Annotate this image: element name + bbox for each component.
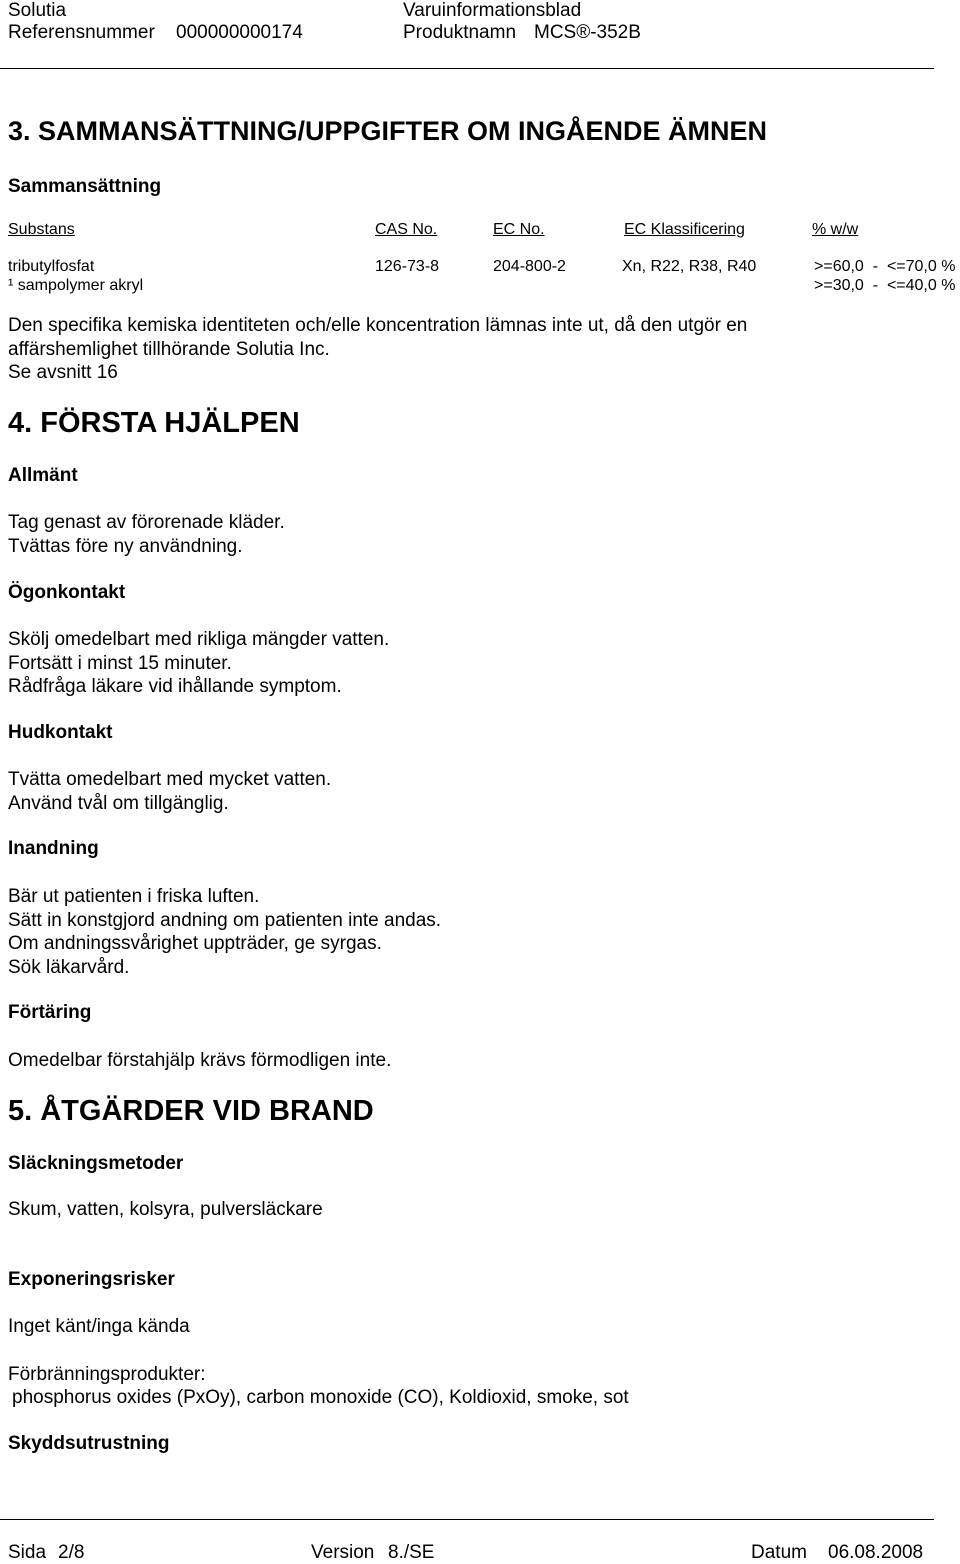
version-label: Version <box>311 1542 375 1563</box>
skin-contact-text <box>8 768 331 815</box>
protective-equipment-heading: Skyddsutrustning <box>8 1433 170 1454</box>
general-text <box>8 511 285 558</box>
extinguishing-text: Skum, vatten, kolsyra, pulversläckare <box>8 1199 323 1220</box>
table-cell-substance: tributylfosfat <box>8 258 95 275</box>
text-line: Tag genast av förorenade kläder. <box>8 512 285 533</box>
company-name: Solutia <box>8 0 67 21</box>
text-line: Fortsätt i minst 15 minuter. <box>8 652 232 674</box>
text-line: Omedelbar förstahjälp krävs förmodligen inte. <box>8 1050 392 1071</box>
ingestion-text <box>8 1049 391 1073</box>
table-header-ec: EC No. <box>493 221 545 238</box>
inhalation-heading: Inandning <box>8 838 99 859</box>
confidentiality-note <box>8 314 747 385</box>
version-number: 8./SE <box>388 1542 435 1563</box>
combustion-label: Förbränningsprodukter: <box>8 1364 206 1385</box>
eye-contact-text <box>8 628 389 699</box>
inhalation-text <box>8 885 441 979</box>
product-name: MCS®-352B <box>534 22 641 43</box>
text-line: Tvättas före ny användning. <box>8 535 243 557</box>
text-line: Skölj omedelbart med rikliga mängder vatten. <box>8 629 390 650</box>
table-cell-percent: >=60,0 - <=70,0 % <box>814 258 956 275</box>
note-line: affärshemlighet tillhörande Solutia Inc. <box>8 338 330 360</box>
date-value: 06.08.2008 <box>828 1542 924 1563</box>
footer-divider <box>0 1519 934 1520</box>
combustion-products: phosphorus oxides (PxOy), carbon monoxide (CO), Koldioxid, smoke, sot <box>12 1387 629 1408</box>
table-cell-cas: 126-73-8 <box>375 258 440 275</box>
text-line: Sök läkarvård. <box>8 956 130 978</box>
reference-number: 000000000174 <box>176 22 303 43</box>
ingestion-heading: Förtäring <box>8 1002 92 1023</box>
eye-contact-heading: Ögonkontakt <box>8 582 126 603</box>
page-number: 2/8 <box>58 1542 85 1563</box>
note-line: Den specifika kemiska identiteten och/elle koncentration lämnas inte ut, då den utgör en <box>8 315 748 336</box>
table-cell-classification: Xn, R22, R38, R40 <box>622 258 757 275</box>
text-line: Tvätta omedelbart med mycket vatten. <box>8 769 332 790</box>
table-header-classification: EC Klassificering <box>624 221 745 238</box>
page-label: Sida <box>8 1542 47 1563</box>
table-header-cas: CAS No. <box>375 221 438 238</box>
exposure-text: Inget känt/inga kända <box>8 1316 190 1337</box>
product-label: Produktnamn <box>403 22 517 43</box>
section-4-title: 4. FÖRSTA HJÄLPEN <box>8 407 300 439</box>
table-cell-substance: ¹ sampolymer akryl <box>8 277 144 294</box>
reference-label: Referensnummer <box>8 22 155 43</box>
general-heading: Allmänt <box>8 465 78 486</box>
extinguishing-heading: Släckningsmetoder <box>8 1153 184 1174</box>
text-line: Om andningssvårighet uppträder, ge syrgas. <box>8 933 382 954</box>
table-header-percent: % w/w <box>812 221 859 238</box>
table-header-substance: Substans <box>8 221 75 238</box>
note-line: Se avsnitt 16 <box>8 362 118 383</box>
exposure-heading: Exponeringsrisker <box>8 1269 175 1290</box>
date-label: Datum <box>751 1542 807 1563</box>
section-3-title: 3. SAMMANSÄTTNING/UPPGIFTER OM INGÅENDE ÄMNEN <box>8 116 768 146</box>
section-5-title: 5. ÅTGÄRDER VID BRAND <box>8 1095 374 1127</box>
table-cell-ec: 204-800-2 <box>493 258 566 275</box>
text-line: Sätt in konstgjord andning om patienten inte andas. <box>8 909 442 931</box>
table-cell-percent: >=30,0 - <=40,0 % <box>814 277 956 294</box>
text-line: Använd tvål om tillgänglig. <box>8 792 229 814</box>
skin-contact-heading: Hudkontakt <box>8 722 113 743</box>
section-3-subtitle: Sammansättning <box>8 176 162 197</box>
text-line: Bär ut patienten i friska luften. <box>8 886 260 907</box>
header-divider <box>0 68 934 69</box>
text-line: Rådfråga läkare vid ihållande symptom. <box>8 676 342 697</box>
document-title: Varuinformationsblad <box>403 0 582 21</box>
